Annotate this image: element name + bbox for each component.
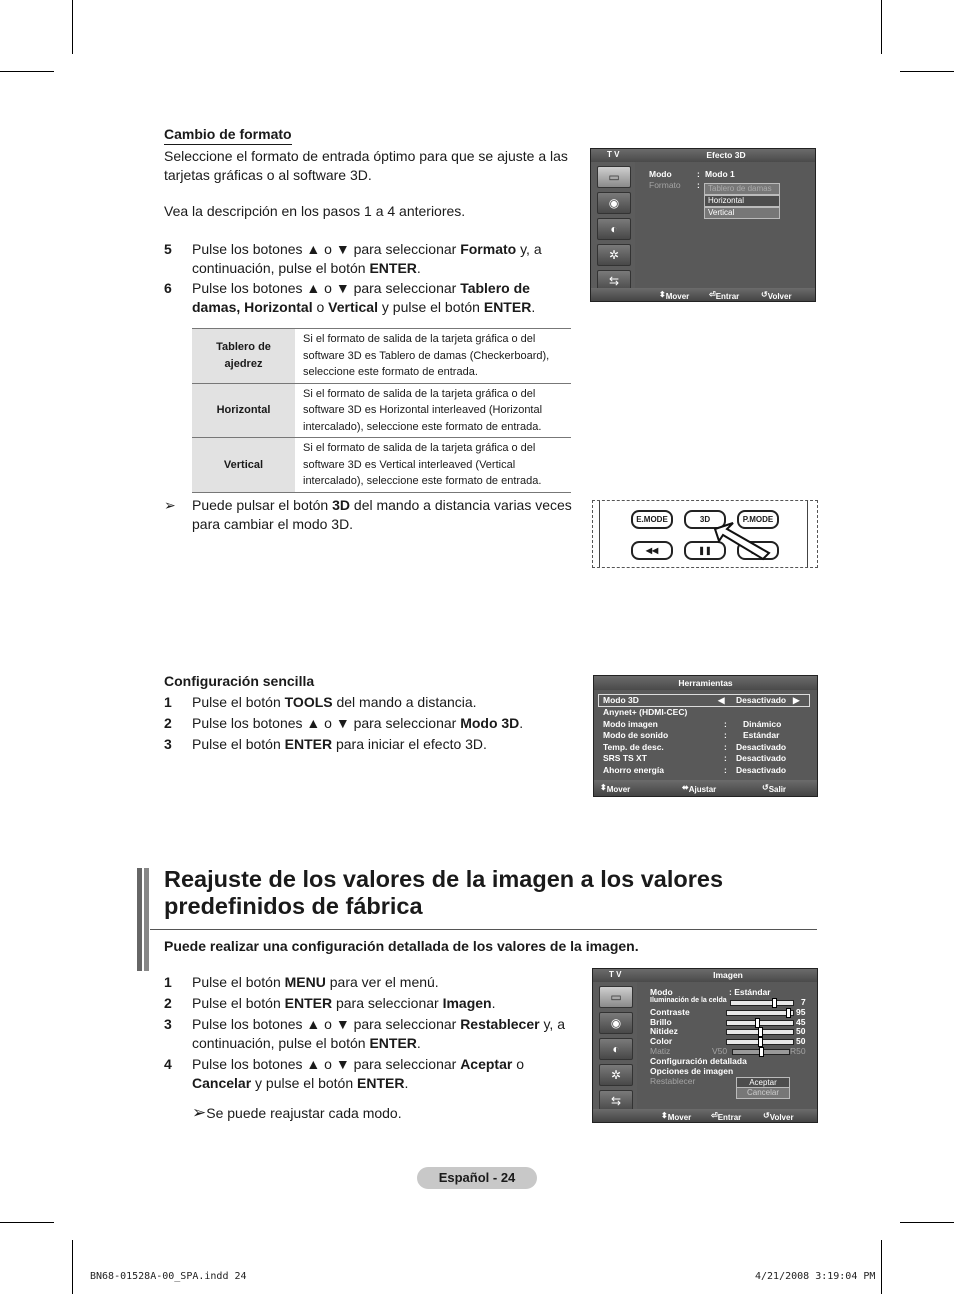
- format-table: [192, 328, 571, 493]
- title-rule: [150, 929, 817, 930]
- slider-color[interactable]: [726, 1039, 794, 1045]
- option-aceptar[interactable]: Aceptar: [736, 1077, 790, 1089]
- screen-title-bar: T V Imagen: [593, 969, 817, 982]
- headline-side-bars: [137, 868, 142, 971]
- picture-icon[interactable]: ▭: [599, 986, 633, 1008]
- step-1-menu: 1 Pulse el botón MENU para ver el menú.: [164, 974, 439, 990]
- menu-config-detallada[interactable]: Configuración detallada: [650, 1056, 747, 1066]
- subtitle: Puede realizar una configuración detallada de los valores de la imagen.: [164, 938, 639, 954]
- sound-icon[interactable]: ◉: [599, 1012, 633, 1034]
- table-row: Horizontal Si el formato de salida de la tarjeta gráfica o del software 3D es Horizontal interleaved (Horizontal intercalado), seleccione este formato de entrada.: [192, 383, 571, 438]
- modo-label: Modo: [650, 987, 673, 997]
- slider-nitidez[interactable]: [726, 1029, 794, 1035]
- channel-icon[interactable]: ◐: [597, 218, 631, 240]
- exit-hint: ↺ Salir: [762, 783, 787, 794]
- page-title: Reajuste de los valores de la imagen a los valores predefinidos de fábrica: [164, 866, 724, 919]
- tools-row-ahorro[interactable]: Ahorro energía: [603, 765, 664, 775]
- tv-screen-herramientas: Herramientas Modo 3D ◀ Desactivado ▶ Anynet+ (HDMI-CEC) Modo imagen : Dinámico Modo de sonido : Estándar Temp. de desc. : Desactivado SRS TS XT : Desactivado Ahorro energía : Desactivado ⬍ Mover ⬌ Ajustar ↺ Salir: [593, 675, 818, 797]
- right-arrow-icon[interactable]: ▶: [793, 695, 800, 705]
- menu-opciones-imagen[interactable]: Opciones de imagen: [650, 1066, 734, 1076]
- tip-reajustar: ➢Se puede reajustar cada modo.: [192, 1103, 402, 1122]
- note-paragraph: Vea la descripción en los pasos 1 a 4 anteriores.: [164, 203, 466, 219]
- section-heading-configuracion-sencilla: Configuración sencilla: [164, 673, 315, 689]
- move-hint: ⬍ Mover: [600, 783, 631, 794]
- back-hint: ↺ Volver: [763, 1111, 794, 1122]
- tools-row-modo-imagen[interactable]: Modo imagen: [603, 719, 658, 729]
- back-hint: ↺ Volver: [761, 290, 792, 301]
- arrow-icon: ➢: [192, 1103, 207, 1122]
- tv-screen-imagen: T V Imagen ▭ ◉ ◐ ✲ ⇆ Modo : Estándar Iluminación de la celda 7 Contraste 95 Brillo 45 Nitidez 50 Color 50 Matiz V50 R50 Configuración detallada Opciones de imagen Restablecer Aceptar Cancelar ⬍ Mover ⏎ Entrar ↺ Volver: [592, 968, 818, 1123]
- move-hint: ⬍ Mover: [661, 1111, 692, 1122]
- slider-label: Iluminación de la celda: [650, 997, 727, 1004]
- tools-row-modo-3d[interactable]: Modo 3D: [603, 695, 639, 705]
- left-arrow-icon[interactable]: ◀: [718, 695, 725, 705]
- input-icon[interactable]: ⇆: [599, 1090, 633, 1112]
- page-number-badge: Español - 24: [417, 1167, 537, 1189]
- option-vertical[interactable]: Vertical: [704, 207, 780, 219]
- arrow-icon: ➢: [164, 497, 176, 513]
- modo-value: Modo 1: [705, 169, 735, 179]
- pmode-button[interactable]: P.MODE: [737, 510, 779, 529]
- 3d-button[interactable]: 3D: [684, 510, 726, 529]
- channel-icon[interactable]: ◐: [599, 1038, 633, 1060]
- modo-colon: :: [697, 169, 700, 179]
- option-cancelar[interactable]: Cancelar: [736, 1087, 790, 1099]
- menu-sidebar: [591, 162, 635, 288]
- modo-label: Modo: [649, 169, 672, 179]
- screen-title-bar: T V Efecto 3D: [591, 149, 815, 162]
- intro-paragraph: Seleccione el formato de entrada óptimo para que se ajuste a las tarjetas gráficas o al software 3D.: [164, 148, 568, 183]
- setup-icon[interactable]: ✲: [597, 244, 631, 266]
- step-6: 6 Pulse los botones ▲ o ▼ para seleccionar Tablero de damas, Horizontal o Vertical y pulse el botón ENTER.: [164, 280, 536, 315]
- adjust-hint: ⬌ Ajustar: [682, 783, 717, 794]
- tools-row-temp-desc[interactable]: Temp. de desc.: [603, 742, 664, 752]
- screen-footer: [593, 1109, 817, 1122]
- emode-button[interactable]: E.MODE: [631, 510, 673, 529]
- option-horizontal[interactable]: Horizontal: [704, 195, 780, 207]
- tools-row-srs[interactable]: SRS TS XT: [603, 753, 647, 763]
- pointer-arrow-icon: [713, 521, 773, 561]
- slug-filename: BN68-01528A-00_SPA.indd 24: [90, 1271, 247, 1282]
- input-icon[interactable]: ⇆: [597, 270, 631, 292]
- move-hint: ⬍ Mover: [659, 290, 690, 301]
- table-row: Vertical Si el formato de salida de la tarjeta gráfica o del software 3D es Vertical interleaved (Vertical intercalado), seleccione este formato de entrada.: [192, 438, 571, 493]
- screen-footer: [594, 780, 817, 796]
- tools-row-anynet[interactable]: Anynet+ (HDMI-CEC): [603, 707, 688, 717]
- step-2-modo-3d: 2 Pulse los botones ▲ o ▼ para seleccionar Modo 3D.: [164, 715, 524, 731]
- screen-footer: [591, 288, 815, 301]
- step-5: 5 Pulse los botones ▲ o ▼ para seleccionar Formato y, a continuación, pulse el botón ENTER.: [164, 241, 542, 276]
- slider-matiz: [732, 1049, 790, 1055]
- formato-label: Formato: [649, 180, 681, 190]
- formato-colon: :: [697, 180, 700, 190]
- picture-icon[interactable]: ▭: [597, 166, 631, 188]
- modo-value: : Estándar: [729, 987, 771, 997]
- slider-iluminacion[interactable]: [730, 1000, 794, 1006]
- rewind-button[interactable]: ◀◀: [631, 541, 673, 560]
- option-tablero-de-damas[interactable]: Tablero de damas: [704, 183, 780, 195]
- menu-restablecer[interactable]: Restablecer: [650, 1076, 696, 1086]
- step-1-tools: 1 Pulse el botón TOOLS del mando a distancia.: [164, 694, 477, 710]
- slider-brillo[interactable]: [726, 1020, 794, 1026]
- slider-contraste[interactable]: [726, 1010, 794, 1016]
- tv-screen-efecto-3d: [590, 148, 816, 302]
- step-4-aceptar: 4 Pulse los botones ▲ o ▼ para seleccionar Aceptar o Cancelar y pulse el botón ENTER.: [164, 1056, 525, 1091]
- slug-datetime: 4/21/2008 3:19:04 PM: [755, 1271, 876, 1282]
- remote-control-illustration: [592, 500, 818, 568]
- screen-title-bar: Herramientas: [594, 676, 817, 690]
- tip-3d-button: ➢ Puede pulsar el botón 3D del mando a distancia varias veces para cambiar el modo 3D.: [164, 497, 572, 532]
- step-2-imagen: 2 Pulse el botón ENTER para seleccionar Imagen.: [164, 995, 496, 1011]
- pause-button[interactable]: ❚❚: [684, 541, 726, 560]
- enter-hint: ⏎ Entrar: [711, 1111, 742, 1122]
- step-3-enter: 3 Pulse el botón ENTER para iniciar el efecto 3D.: [164, 736, 487, 752]
- menu-sidebar: [593, 982, 637, 1109]
- tools-row-modo-sonido[interactable]: Modo de sonido: [603, 730, 669, 740]
- step-3-restablecer: 3 Pulse los botones ▲ o ▼ para seleccionar Restablecer y, a continuación, pulse el botón ENTER.: [164, 1016, 565, 1051]
- sound-icon[interactable]: ◉: [597, 192, 631, 214]
- table-row: Tablero de ajedrez Si el formato de salida de la tarjeta gráfica o del software 3D es Tablero de damas (Checkerboard), seleccione este formato de entrada.: [192, 329, 571, 384]
- section-heading-cambio-formato: Cambio de formato: [164, 125, 292, 145]
- enter-hint: ⏎ Entrar: [709, 290, 740, 301]
- setup-icon[interactable]: ✲: [599, 1064, 633, 1086]
